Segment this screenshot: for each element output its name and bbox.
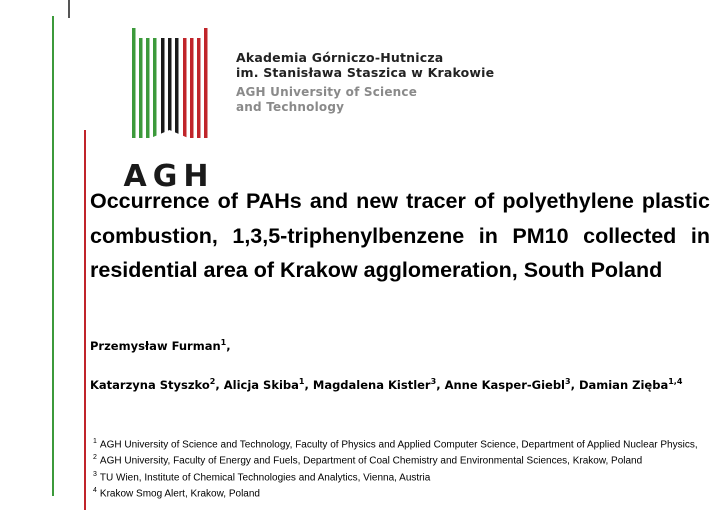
- logo-bars-right: [183, 28, 208, 138]
- affiliation-item: $^4$ Krakow Smog Alert, Krakow, Poland: [93, 486, 260, 500]
- author-name: Anne Kasper-Giebl: [444, 377, 565, 392]
- institution-line-3: AGH University of Science: [236, 85, 418, 99]
- author-name: Alicja Skiba: [223, 377, 299, 392]
- institution-name: [236, 50, 494, 115]
- author-name: Magdalena Kistler: [312, 377, 431, 392]
- author-name: Przemysław Furman: [90, 338, 221, 353]
- author-affiliation-number: 3: [565, 377, 571, 386]
- affiliations-list: [93, 435, 708, 500]
- accent-bar-gray: [68, 0, 70, 18]
- author-affiliation-number: 2: [209, 377, 216, 386]
- author-affiliation-number: 1: [298, 377, 305, 386]
- author-line-1: Przemysław Furman$^1$,: [90, 338, 231, 353]
- logo-bars-left: [132, 28, 157, 138]
- paper-title: Occurrence of PAHs and new tracer of polyethylene plastic combustion, 1,3,5-triphenylbenzene in PM10 collected in residential area of Krakow agglomeration, South Poland: [90, 189, 710, 282]
- author-name: Katarzyna Styszko: [90, 377, 210, 392]
- logo-text: AGH: [123, 159, 215, 190]
- author-affiliation-number: 1,4: [668, 377, 683, 386]
- affiliation-item: $^3$ TU Wien, Institute of Chemical Technologies and Analytics, Vienna, Austria: [93, 470, 431, 483]
- author-line-2: Katarzyna Styszko$^2$, Alicja Skiba$^1$, Magdalena Kistler$^3$, Anne Kasper-Giebl$^3$, Damian Zięba$^{1,4}$: [90, 377, 683, 392]
- affiliation-item: $^1$ AGH University of Science and Technology, Faculty of Physics and Applied Computer Science, Department of Applied Nuclear Physics,: [93, 438, 698, 451]
- author-name: Damian Zięba: [578, 377, 669, 392]
- author-affiliation-number: 3: [430, 377, 437, 386]
- accent-bar-green: [52, 16, 54, 496]
- institution-line-4: and Technology: [236, 100, 345, 114]
- affiliation-item: $^2$ AGH University, Faculty of Energy and Fuels, Department of Coal Chemistry and Environmental Sciences, Krakow, Poland: [93, 454, 643, 467]
- accent-bar-red: [84, 130, 86, 510]
- institution-line-2: im. Stanisława Staszica w Krakowie: [236, 65, 495, 80]
- logo-bars-middle: [161, 38, 179, 138]
- institution-line-1: Akademia Górniczo-Hutnicza: [236, 50, 444, 65]
- author-affiliation-number: 1: [220, 338, 227, 347]
- agh-logo: [118, 18, 218, 190]
